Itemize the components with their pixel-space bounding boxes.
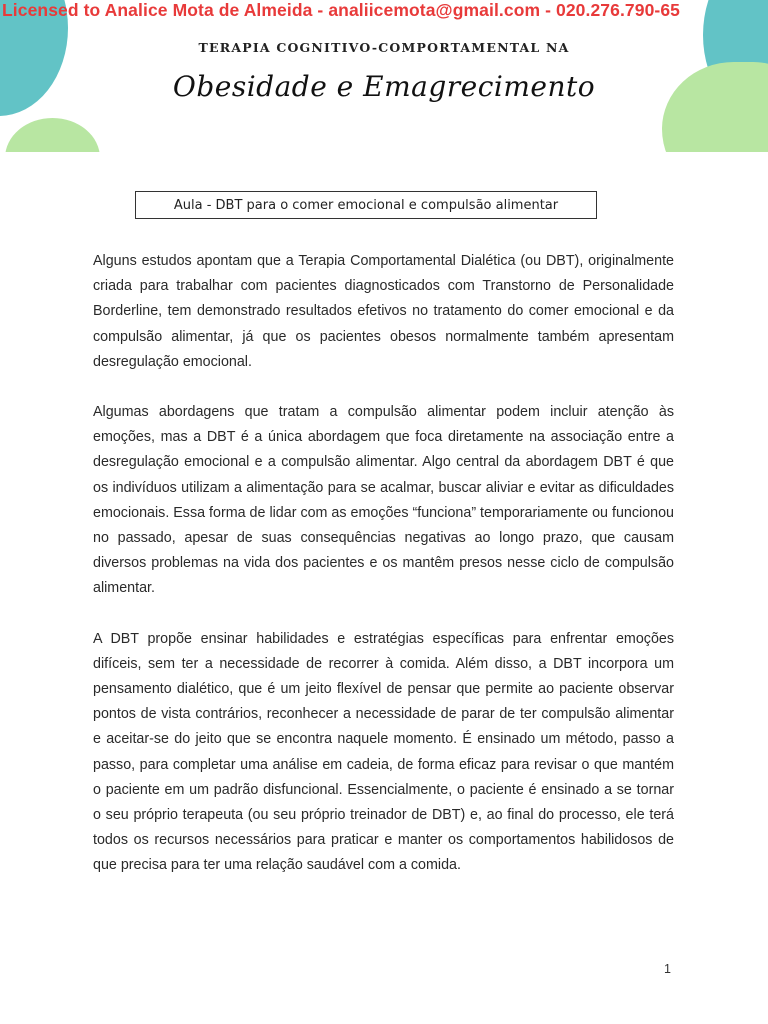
document-body <box>93 249 674 904</box>
page-number: 1 <box>664 962 671 976</box>
lesson-title-box <box>135 191 597 219</box>
lesson-title: Aula - DBT para o comer emocional e compulsão alimentar <box>173 197 559 213</box>
paragraph-2: Algumas abordagens que tratam a compulsão alimentar podem incluir atenção às emoções, mas a DBT é a única abordagem que foca diretamente na associação entre a desregulação emocional e a compulsão alimentar. Algo central da abordagem DBT é que os indivíduos utilizam a alimentação para se acalmar, buscar aliviar e evitar as dificuldades emocionais. Essa forma de lidar com as emoções “funciona” temporariamente ou funcionou no passado, apesar de suas consequências negativas ao longo prazo, que causam diversos problemas na vida dos pacientes e os mantêm presos nesse ciclo de compulsão alimentar. <box>93 404 674 597</box>
course-subtitle: Obesidade e Emagrecimento <box>172 70 596 103</box>
license-notice: Licensed to Analice Mota de Almeida - analiicemota@gmail.com - 020.276.790-65 <box>2 0 681 20</box>
course-title: TERAPIA COGNITIVO-COMPORTAMENTAL NA <box>198 40 570 55</box>
paragraph-1: Alguns estudos apontam que a Terapia Comportamental Dialética (ou DBT), originalmente criada para trabalhar com pacientes diagnosticados com Transtorno de Personalidade Borderline, tem demonstrado resultados efetivos no tratamento do comer emocional e da compulsão alimentar, já que os pacientes obesos normalmente também apresentam desregulação emocional. <box>93 253 674 370</box>
paragraph-3: A DBT propõe ensinar habilidades e estratégias específicas para enfrentar emoções difíceis, sem ter a necessidade de recorrer à comida. Além disso, a DBT incorpora um pensamento dialético, que é um jeito flexível de pensar que permite ao paciente observar pontos de vista contrários, reconhecer a necessidade de parar de ter compulsão alimentar e aceitar-se do jeito que se encontra naquele momento. É ensinado um método, passo a passo, para completar uma análise em cadeia, de forma eficaz para revisar o que mantém o paciente em um padrão disfuncional. Essencialmente, o paciente é ensinado a se tornar o seu próprio terapeuta (ou seu próprio treinador de DBT) e, ao final do processo, ele terá todos os recursos necessários para praticar e manter os comportamentos habilidosos de que precisa para ter uma relação saudável com a comida. <box>93 630 674 874</box>
